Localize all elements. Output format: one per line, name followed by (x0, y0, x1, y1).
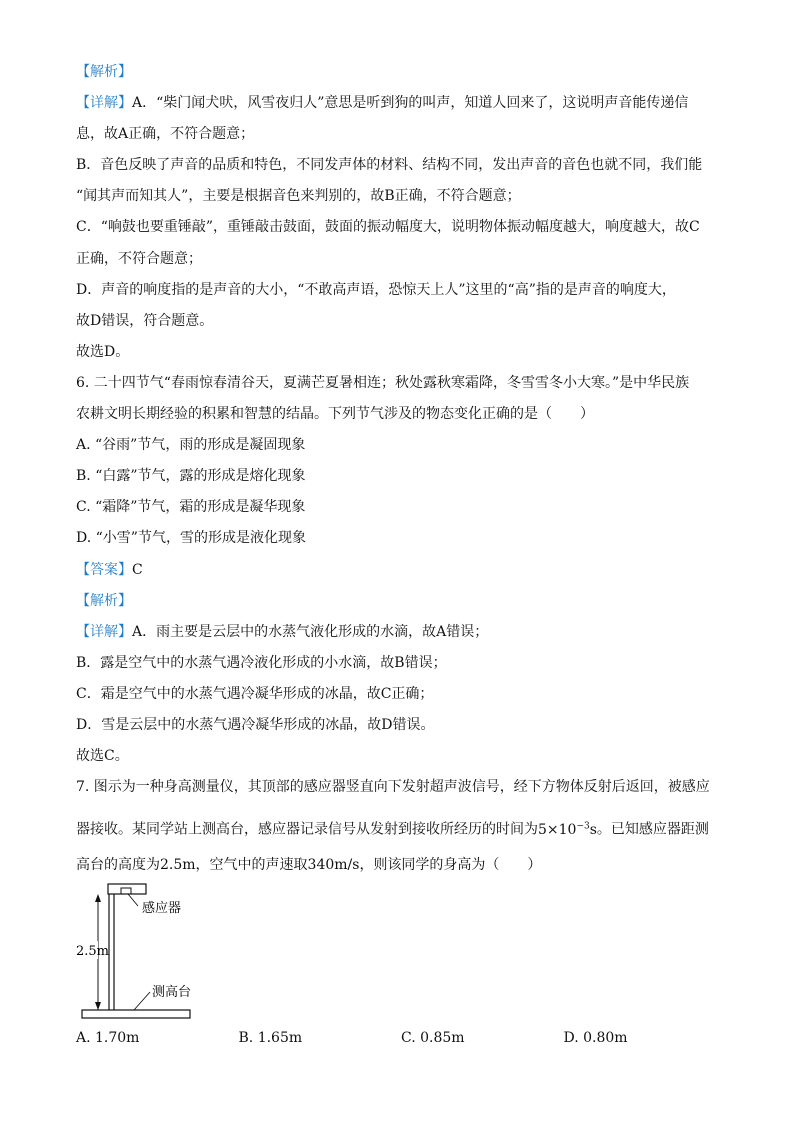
q5-detail-line-8: 故D错误，符合题意。 (76, 313, 214, 329)
q5-detail-line-6: 正确，不符合题意； (76, 251, 202, 267)
q7-option-c: C. 0.85m (401, 1030, 465, 1046)
platform-leader-line (134, 992, 150, 1010)
q7-time-exponent: −3 (576, 821, 590, 831)
sensor-housing (108, 884, 146, 894)
q7-stem-line-3: 高台的高度为2.5m，空气中的声速取340m/s，则该同学的身高为（ ） (76, 857, 542, 873)
q6-detail-line-1 (76, 622, 488, 642)
q7-option-a: A. 1.70m (76, 1030, 140, 1046)
q6-detail-line-3: C．霜是空气中的水蒸气遇冷凝华形成的冰晶，故C正确； (76, 686, 434, 702)
dimension-arrow-down-icon (95, 1002, 101, 1010)
q6-option-c: C. “霜降”节气，霜的形成是凝华现象 (76, 499, 306, 515)
q6-choose: 故选C。 (76, 748, 129, 764)
label-height: 2.5m (76, 944, 110, 959)
q5-detail-line-5: C．“响鼓也要重锤敲”，重锤敲击鼓面，鼓面的振动幅度大，说明物体振动幅度越大，响度越大，故C (76, 219, 700, 235)
q5-detail-line-1 (76, 93, 688, 113)
q6-option-a: A. “谷雨”节气，雨的形成是凝固现象 (76, 437, 306, 453)
q7-time-value (538, 822, 597, 838)
q6-answer: C (132, 562, 143, 578)
q5-analysis-tag: 【解析】 (76, 64, 132, 80)
q6-stem-line-1: 6. 二十四节气“春雨惊春清谷天，夏满芒夏暑相连；秋处露秋寒霜降，冬雪雪冬小大寒。”是中华民族 (76, 375, 690, 391)
q5-detail-line-7: D．声音的响度指的是声音的大小，“不敢高声语，恐惊天上人”这里的“高”指的是声音的响度大， (76, 282, 676, 298)
q5-detail-line-2: 息，故A正确，不符合题意； (76, 126, 255, 142)
q7-option-d: D. 0.80m (563, 1030, 628, 1046)
q5-detail-line-4: “闻其声而知其人”，主要是根据音色来判别的，故B正确，不符合题意； (76, 188, 521, 204)
q5-choose: 故选D。 (76, 344, 130, 360)
q7-stem-text-2a: 器接收。某同学站上测高台，感应器记录信号从发射到接收所经历的时间为 (76, 821, 538, 838)
label-sensor: 感应器 (142, 901, 182, 916)
q7-stem-line-1: 7. 图示为一种身高测量仪，其顶部的感应器竖直向下发射超声波信号，经下方物体反射后返回，被感应 (76, 779, 710, 795)
q6-option-b: B. “白露”节气，露的形成是熔化现象 (76, 468, 306, 484)
q6-detail-text-1: A．雨主要是云层中的水蒸气液化形成的水滴，故A错误； (132, 624, 489, 640)
sensor-icon (121, 888, 131, 894)
height-meter-figure (76, 878, 196, 1028)
q6-stem-line-2: 农耕文明长期经验的积累和智慧的结晶。下列节气涉及的物态变化正确的是（ ） (76, 406, 594, 422)
q6-answer-line (76, 560, 143, 580)
q6-detail-line-4: D．雪是云层中的水蒸气遇冷凝华形成的冰晶，故D错误。 (76, 717, 435, 733)
q7-option-b: B. 1.65m (238, 1030, 303, 1046)
q7-stem-text-2b: 。已知感应器距测 (596, 821, 709, 838)
q6-detail-tag: 【详解】 (76, 624, 132, 640)
q7-time-unit: s (589, 821, 597, 838)
q6-analysis-tag: 【解析】 (76, 593, 132, 609)
q5-detail-line-3: B．音色反映了声音的品质和特色，不同发声体的材料、结构不同，发出声音的音色也就不同，我们能 (76, 157, 703, 173)
q7-options (76, 1030, 726, 1046)
q5-detail-text-1: A．“柴门闻犬吠，风雪夜归人”意思是听到狗的叫声，知道人回来了，这说明声音能传递信 (132, 95, 689, 111)
dimension-arrow-up-icon (95, 894, 101, 902)
q5-detail-tag: 【详解】 (76, 95, 132, 111)
q7-stem-line-2 (76, 816, 709, 840)
q7-time-base: 5×10 (538, 821, 577, 838)
q6-option-d: D. “小雪”节气，雪的形成是液化现象 (76, 530, 306, 546)
q6-answer-tag: 【答案】 (76, 562, 132, 578)
platform-base (82, 1010, 190, 1018)
q6-detail-line-2: B．露是空气中的水蒸气遇冷液化形成的小水滴，故B错误； (76, 655, 447, 671)
sensor-leader-line (128, 894, 138, 906)
label-platform: 测高台 (152, 985, 192, 1000)
